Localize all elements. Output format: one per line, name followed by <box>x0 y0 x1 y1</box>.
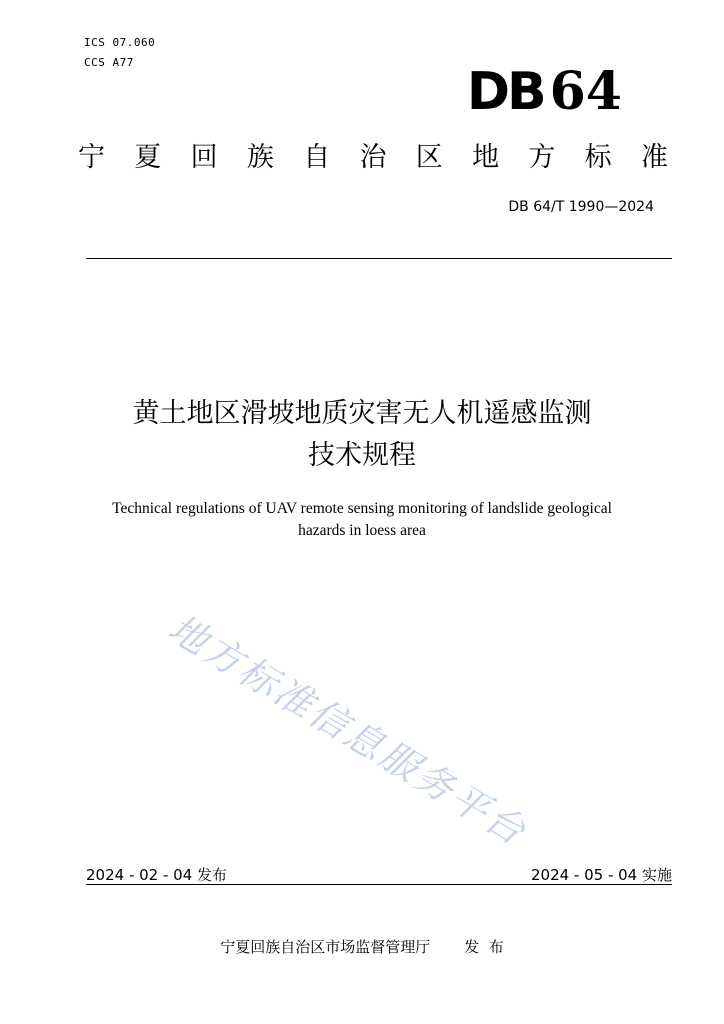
logo-letters: DB <box>466 62 544 122</box>
watermark: 地方标准信息服务平台 <box>160 605 535 855</box>
standard-type-char: 准 <box>640 142 668 173</box>
bottom-divider <box>86 884 672 885</box>
standard-type-char: 宁 <box>78 142 105 173</box>
implementation-date: 2024 - 05 - 04 实施 <box>530 866 672 884</box>
standard-type-char: 治 <box>359 142 387 173</box>
standard-type-char: 回 <box>190 142 218 173</box>
ics-code: ICS 07.060 <box>84 36 156 49</box>
standard-type-heading <box>78 138 668 178</box>
standard-code: DB 64/T 1990—2024 <box>508 199 654 215</box>
standard-type-char: 方 <box>528 142 556 173</box>
standard-type-char: 标 <box>584 142 612 173</box>
english-title-line-2: hazards in loess area <box>298 522 426 539</box>
top-divider <box>86 258 672 259</box>
standard-type-char: 地 <box>472 142 500 173</box>
issuer-action: 发 布 <box>464 938 504 956</box>
db64-logo <box>466 61 622 122</box>
logo-number: 64 <box>549 61 622 122</box>
standard-type-char: 夏 <box>134 142 162 173</box>
ccs-code: CCS A77 <box>84 56 134 69</box>
chinese-title <box>62 393 662 477</box>
english-title-line-1: Technical regulations of UAV remote sensing monitoring of landslide geological <box>112 500 612 517</box>
issue-date: 2024 - 02 - 04 发布 <box>86 866 228 884</box>
chinese-title-line-1: 黄土地区滑坡地质灾害无人机遥感监测 <box>132 398 592 429</box>
chinese-title-line-2: 技术规程 <box>308 440 416 471</box>
standard-type-char: 自 <box>303 142 331 173</box>
english-title <box>62 498 662 542</box>
standard-type-char: 区 <box>415 142 443 173</box>
standard-type-char: 族 <box>246 142 274 173</box>
issuer-name: 宁夏回族自治区市场监督管理厅 <box>220 938 431 956</box>
issuer-line <box>0 936 724 957</box>
